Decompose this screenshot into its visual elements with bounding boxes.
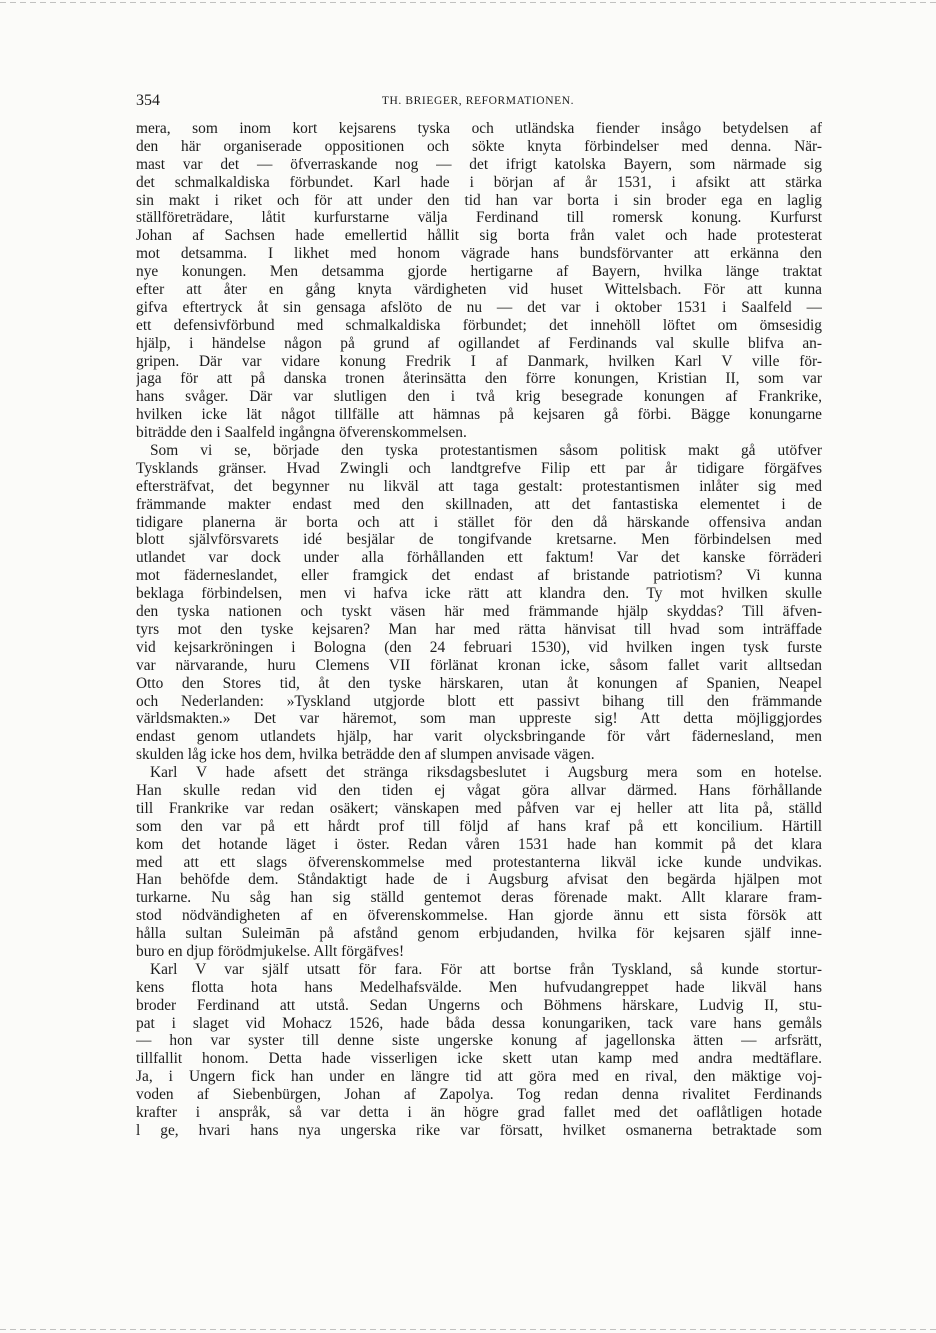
text-line: Otto den Stores tid, åt den tyske härskaren, utan åt konungen af Spanien, Neapel xyxy=(136,674,822,692)
text-line: hans svåger. Där var slutligen den i två krig besegrade konungen af Frankrike, xyxy=(136,388,822,406)
text-line: den tyska nationen och tyskt väsen här med främmande hjälp skyddas? Till äfven- xyxy=(136,603,822,621)
text-line: biträdde den i Saalfeld ingångna öfverenskommelsen. xyxy=(136,424,467,442)
running-head: TH. BRIEGER, REFORMATIONEN. xyxy=(381,95,575,107)
text-line: tidigare planerna är borta och att i stället för den då härskande offensiva andan xyxy=(136,513,822,531)
text-line: pat i slaget vid Mohacz 1526, hade båda dessa konungariken, tack vare hans gemåls xyxy=(136,1014,822,1032)
text-line: med att ett slags öfverenskommelse med protestanterna likväl icke kunde undvikas. xyxy=(136,853,822,871)
text-line: Karl V hade afsett det stränga riksdagsbeslutet i Augsburg mera som en hotelse. xyxy=(150,764,822,782)
text-line: främmande makter endast med den skillnaden, att det fantastiska elementet i de xyxy=(136,495,822,513)
body-text xyxy=(136,120,822,1140)
text-line: buro en djup förödmjukelse. Allt förgäfves! xyxy=(136,942,405,960)
page-header xyxy=(136,92,820,112)
text-line: kom det hotande läget i öster. Redan våren 1531 hade han kommit på det klara xyxy=(136,835,822,853)
text-line: tyrs mot den tyske kejsaren? Man har med rätta hänvisat till hvad som inträffade xyxy=(136,620,822,638)
text-line: Han skulle redan vid den tiden ej vågat göra allvar därmed. Hans förhållande xyxy=(136,781,822,799)
text-line: Johan af Sachsen hade emellertid hållit sig borta från valet och hade protesterat xyxy=(136,227,822,245)
text-line: turkarne. Nu såg han sig ställd gentemot deras förenade makt. Allt klarare fram- xyxy=(136,889,822,907)
scan-edge-top xyxy=(0,2,936,3)
text-line: — hon var syster till denne siste ungerske konung af jagellonska ätten — arfsrätt, xyxy=(136,1032,822,1050)
text-line: Tysklands gränser. Hvad Zwingli och landtgrefve Filip ett par år tidigare förgäfves xyxy=(136,459,822,477)
text-line: krafter i anspråk, så var detta i än högre grad fallet med det oaflåtligen hotade xyxy=(136,1103,822,1121)
text-line: och Nederlanden: »Tyskland utgjorde blott ett passivt bihang till den främmande xyxy=(136,692,822,710)
text-line: voden af Siebenbürgen, Johan af Zapolya. Tog redan denna rivalitet Ferdinands xyxy=(136,1086,822,1104)
text-line: hålla sultan Suleimān på afstånd genom erbjudanden, hvilka för kejsaren själf inne- xyxy=(136,925,822,943)
text-line: tillfallit honom. Detta hade visserligen icke skett utan kamp med andra medtäflare. xyxy=(136,1050,822,1068)
text-line: sin makt i riket och för att under den tid han var borta i sin broder ega en laglig xyxy=(136,191,822,209)
text-line: som den var på ett hårdt prof till följd af hans kraf på ett koncilium. Härtill xyxy=(136,817,822,835)
text-line: ett defensivförbund med schmalkaldiska förbundet; det innehöll löftet om ömsesidig xyxy=(136,316,822,334)
text-line: endast genom utlandets hjälp, har varit olycksbringande för vårt fädernesland, men xyxy=(136,728,822,746)
text-line: mera, som inom kort kejsarens tyska och utländska fiender insågo betydelsen af xyxy=(136,120,822,137)
text-line: världsmakten.» Det var häremot, som man uppreste sig! Att detta möjliggjordes xyxy=(136,710,822,728)
text-line: kens flotta hota hans Medelhafsvälde. Men hufvudangreppet hade likväl hans xyxy=(136,978,822,996)
text-line: nye konungen. Men detsamma gjorde hertigarne af Bayern, hvilka länge traktat xyxy=(136,263,822,281)
text-line: mast var det — öfverraskande nog — det ifrigt katolska Bayern, som närmade sig xyxy=(136,155,822,173)
text-line: Han behöfde dem. Ståndaktigt hade de i Augsburg afvisat den begärda hjälpen mot xyxy=(136,871,822,889)
text-line: blott självförsvarets idé besjälar de tongifvande kretsarne. Men förbindelsen med xyxy=(136,531,822,549)
text-line: gifva eftertryck åt sin gensaga afslöto de nu — det var i oktober 1531 i Saalfeld — xyxy=(136,298,822,316)
page-number: 354 xyxy=(136,92,160,109)
text-line: skulden låg icke hos dem, hvilka beträdde den af slumpen anvisade vägen. xyxy=(136,746,595,764)
text-line: broder Ferdinand att utstå. Sedan Ungerns och Böhmens härskare, Ludvig II, stu- xyxy=(136,996,822,1014)
text-line: gripen. Där var vidare konung Fredrik I af Danmark, hvilken Karl V ville för- xyxy=(136,352,822,370)
text-line: beklaga förbindelsen, men vi hafva icke rätt att klandra den. Ty mot hvilken skulle xyxy=(136,585,822,603)
text-line: var närvarande, huru Clemens VII förlänat kronan icke, såsom fallet varit alltsedan xyxy=(136,656,822,674)
text-line: Som vi se, började den tyska protestantismen såsom politisk makt gå utöfver xyxy=(150,442,822,460)
text-line: vid kejsarkröningen i Bologna (den 24 februari 1530), vid hvilken ingen tysk furste xyxy=(136,638,822,656)
text-line: ställföreträdare, låtit kurfurstarne välja Ferdinand till romersk konung. Kurfurst xyxy=(136,209,822,227)
text-line: det schmalkaldiska förbundet. Karl hade i början af år 1531, i afsikt att stärka xyxy=(136,173,822,191)
text-line: efter att åter en gång knyta värdigheten vid huset Wittelsbach. För att kunna xyxy=(136,281,822,299)
text-line: mot detsamma. I likhet med honom vägrade hans bundsförvanter att erkänna den xyxy=(136,245,822,263)
text-line: hvilken icke lät något tillfälle att hämnas på kejsaren gå förbi. Bägge konungarne xyxy=(136,406,822,424)
text-line: stod nödvändigheten af en öfverenskommelse. Han gjorde ännu ett sista försök att xyxy=(136,907,822,925)
text-line: hjälp, i händelse någon på grund af ogillandet af Ferdinands val skulle blifva an- xyxy=(136,334,822,352)
text-line: jaga för att på danska tronen återinsätta den förre konungen, Kristian II, som var xyxy=(136,370,822,388)
text-line: l ge, hvari hans nya ungerska rike var försatt, hvilket osmanerna betraktade som xyxy=(136,1121,822,1139)
text-line: till Frankrike var redan osäkert; vänskapen med påfven var ej heller att lita på, ställd xyxy=(136,799,822,817)
text-line: Karl V var själf utsatt för fara. För att bortse från Tyskland, så kunde stortur- xyxy=(150,960,822,978)
scan-edge-bottom xyxy=(0,1329,936,1330)
text-line: eftersträfvat, det begynner nu likväl att taga gestalt: protestantismen inlåter sig med xyxy=(136,477,822,495)
text-line: Ja, i Ungern fick han under en längre tid att göra med en rival, den mäktige voj- xyxy=(136,1068,822,1086)
text-line: mot fäderneslandet, eller framgick det endast af bristande patriotism? Vi kunna xyxy=(136,567,822,585)
text-line: utlandet var dock under alla förhållanden ett faktum! Var det kanske förräderi xyxy=(136,549,822,567)
text-line: den här organiserade oppositionen och sökte knyta förbindelser med denna. När- xyxy=(136,137,822,155)
